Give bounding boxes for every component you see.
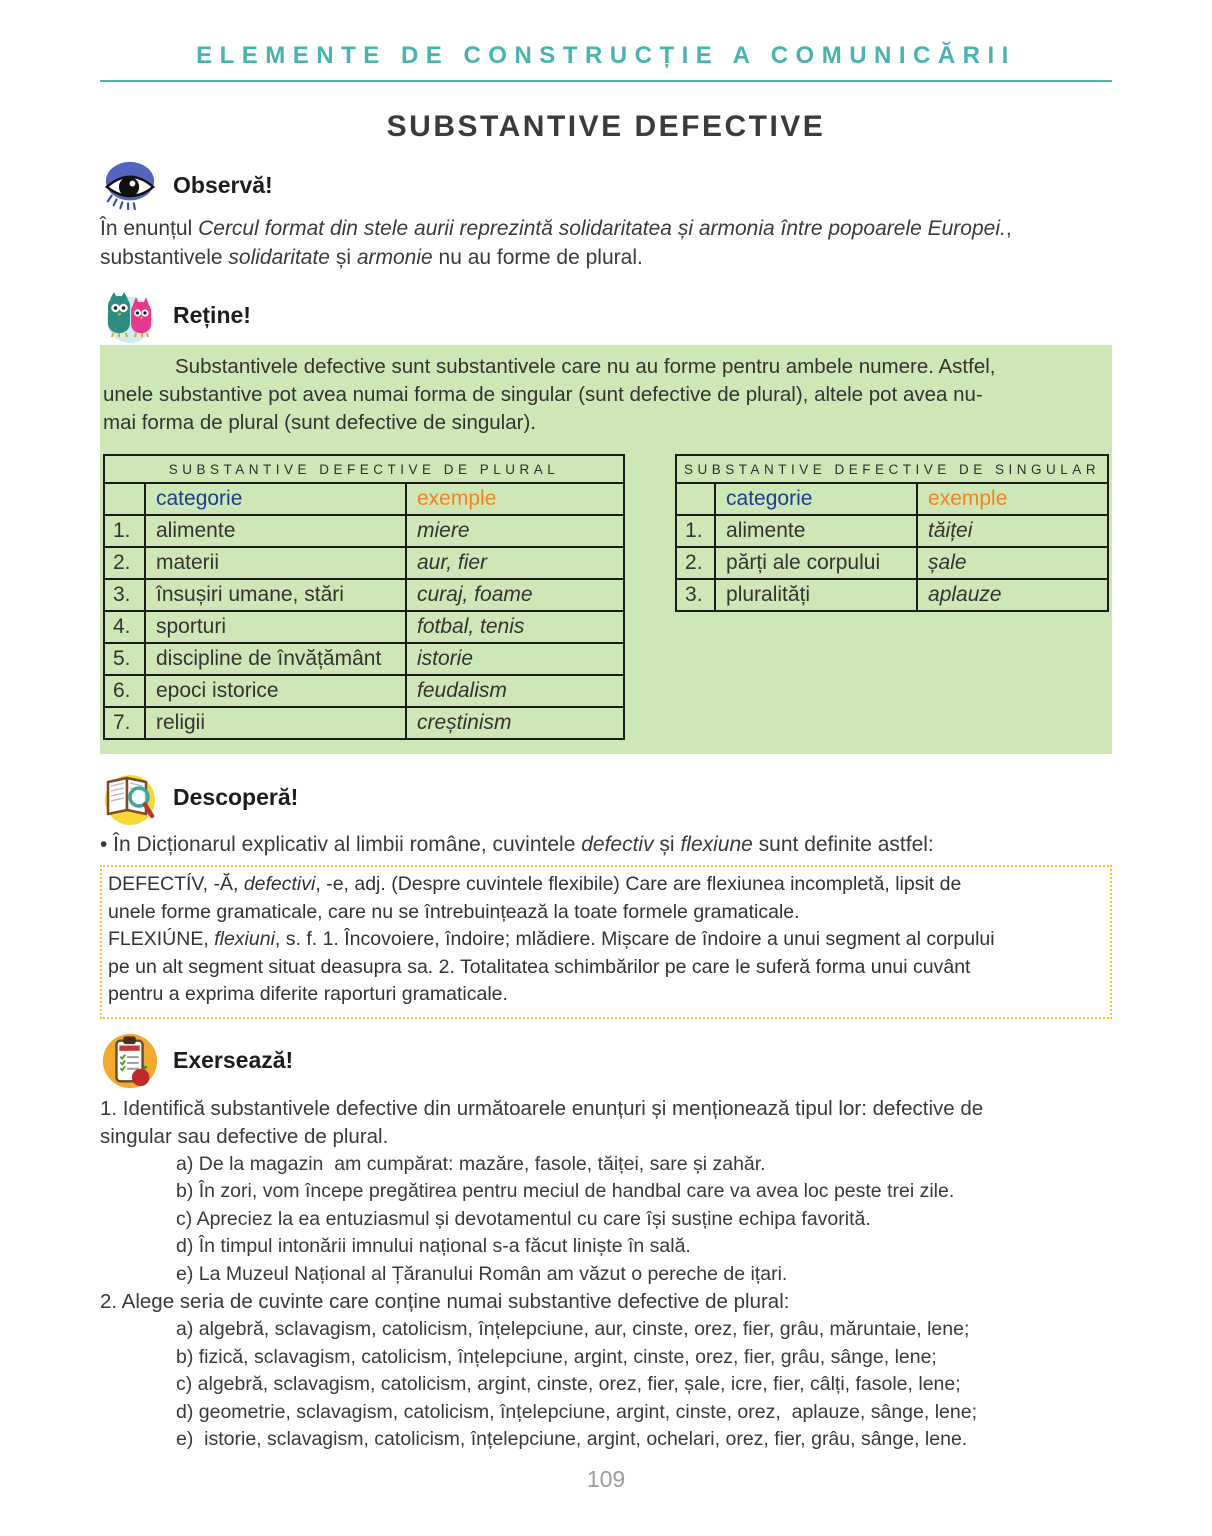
descopera-bullet [100,830,1112,859]
exercise1-intro-line-1: 1. Identifică substantivele defective din următoarele enunțuri și menționează tipul lor: defective de [100,1096,984,1120]
table-row: 3. pluralități aplauze [676,579,1108,611]
col-header-categorie: categorie [715,483,917,515]
list-item: a) algebră, sclavagism, catolicism, înțelepciune, aur, cinste, orez, fier, grâu, măruntaie, lene; [176,1318,970,1340]
list-item: e) La Muzeul Național al Țăranului Român am văzut o pereche de ițari. [176,1262,788,1285]
section-retine-heading [100,287,1112,343]
observa-line-2: substantivele solidaritate și armonie nu au forme de plural. [100,246,643,269]
section-exerseaza-heading [100,1031,1112,1091]
page-number: 109 [586,1465,626,1492]
eye-icon [100,159,160,211]
list-item: b) fizică, sclavagism, catolicism, înțelepciune, argint, cinste, orez, fier, grâu, sânge, lene; [176,1345,937,1368]
table-plural-title: SUBSTANTIVE DEFECTIVE DE PLURAL [104,455,624,483]
page-title: SUBSTANTIVE DEFECTIVE [386,110,826,143]
table-singular-title: SUBSTANTIVE DEFECTIVE DE SINGULAR [676,455,1108,483]
section-descopera-label: Descoperă! [173,783,299,810]
retine-line-1: Substantivele defective sunt substantivele care nu au forme pentru ambele numere. Astfel, [175,355,996,378]
section-observa-label: Observă! [173,171,273,198]
exercise1-items [100,1151,1112,1289]
col-header-exemple: exemple [917,483,1108,515]
list-item: b) În zori, vom începe pregătirea pentru meciul de handbal care va avea loc peste trei zile. [176,1180,955,1202]
exercise1-intro [100,1095,1112,1151]
exercise2-intro [100,1288,1112,1316]
dict-line-2: unele forme gramaticale, care nu se întrebuințează la toate formele gramaticale. [108,900,800,923]
table-row: 6. epoci istorice feudalism [104,675,624,707]
table-row: 2. materii aur, fier [104,547,624,579]
table-defective-singular [675,454,1109,612]
list-item: c) Apreciez la ea entuziasmul și devotamentul cu care își susține echipa favorită. [176,1207,871,1230]
exercise2-intro-line: 2. Alege seria de cuvinte care conține numai substantive defective de plural: [100,1290,790,1313]
dictionary-definitions-box [100,865,1112,1019]
table-defective-plural [103,454,625,740]
section-exerseaza-label: Exersează! [173,1047,294,1073]
table-title-row [104,455,624,483]
dict-line-3: FLEXIÚNE, flexiuni, s. f. 1. Încovoiere, îndoire; mlădiere. Mișcare de îndoire a unui segment al corpului [108,928,995,950]
retine-line-3: mai forma de plural (sunt defective de singular). [103,411,536,434]
corner-cell [676,483,715,515]
exercise1-intro-line-2: singular sau defective de plural. [100,1124,389,1148]
dict-line-1: DEFECTÍV, -Ă, defectivi, -e, adj. (Despre cuvintele flexibile) Care are flexiunea incompletă, lipsit de [108,873,962,895]
table-row: 3. însușiri umane, stări curaj, foame [104,579,624,611]
col-header-exemple: exemple [406,483,624,515]
col-header-categorie: categorie [145,483,406,515]
list-item: d) geometrie, sclavagism, catolicism, înțelepciune, argint, cinste, orez, aplauze, sânge, lene; [176,1400,977,1423]
table-row: 1. alimente miere [104,515,624,547]
table-title-row [676,455,1108,483]
retine-paragraph [103,353,1108,437]
clipboard-apple-icon [100,1031,160,1091]
descopera-bullet-line: • În Dicționarul explicativ al limbii române, cuvintele defectiv și flexiune sunt definite astfel: [100,833,934,856]
owls-icon [100,287,160,343]
section-observa-heading [100,159,1112,211]
list-item: a) De la magazin am cumpărat: mazăre, fasole, tăiței, sare și zahăr. [176,1152,766,1175]
book-magnifier-icon [100,767,160,827]
table-row: 5. discipline de învățământ istorie [104,643,624,675]
corner-cell [104,483,145,515]
table-row: 4. sporturi fotbal, tenis [104,611,624,643]
exercise2-items [100,1316,1112,1454]
dict-line-5: pentru a exprima diferite raporturi gramaticale. [108,983,508,1005]
observa-paragraph [100,214,1112,272]
table-header-row [104,483,624,515]
retine-green-box [100,345,1112,754]
list-item: e) istorie, sclavagism, catolicism, înțelepciune, argint, ochelari, orez, fier, grâu, sânge, lene. [176,1428,968,1450]
table-row: 7. religii creștinism [104,707,624,739]
section-descopera-heading [100,767,1112,827]
table-row: 2. părți ale corpului șale [676,547,1108,579]
tables-row [103,454,1108,740]
observa-line-1: În enunțul Cercul format din stele aurii reprezintă solidaritatea și armonia între popoarele Europei., [100,217,1012,240]
list-item: c) algebră, sclavagism, catolicism, argint, cinste, orez, fier, șale, icre, fier, câlți, fasole, lene; [176,1373,961,1395]
chapter-header: ELEMENTE DE CONSTRUCȚIE A COMUNICĂRII [100,42,1112,82]
list-item: d) În timpul intonării imnului național s-a făcut liniște în sală. [176,1235,691,1257]
table-header-row [676,483,1108,515]
dict-line-4: pe un alt segment situat deasupra sa. 2. Totalitatea schimbărilor pe care le suferă forma unui cuvânt [108,955,971,978]
table-row: 1. alimente tăiței [676,515,1108,547]
section-retine-label: Reține! [173,301,251,328]
retine-line-2: unele substantive pot avea numai forma de singular (sunt defective de plural), altele pot avea nu- [103,383,983,406]
